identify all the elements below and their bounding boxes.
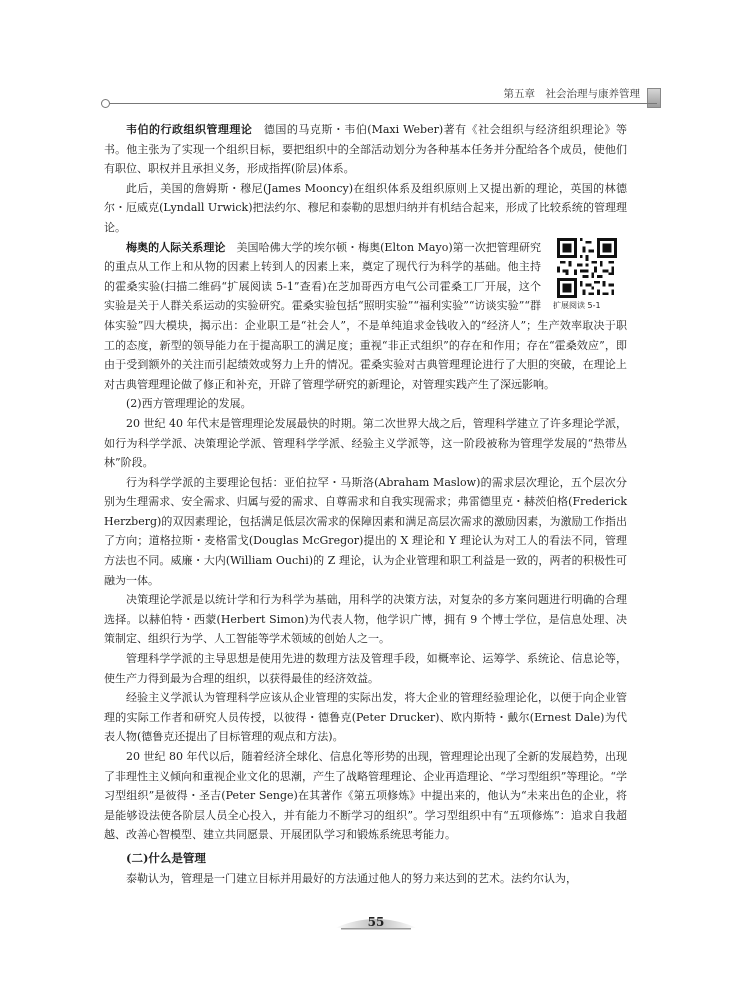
chapter-title: 第五章 社会治理与康养管理 (503, 88, 640, 100)
paragraph-1980s: 20 世纪 80 年代以后，随着经济全球化、信息化等形势的出现，管理理论出现了全新的发展趋势，出现了非理性主义倾向和重视企业文化的思潮，产生了战略管理理论、企业再造理论、“学习型组织”等理论。“学习型组织”是彼得・圣吉(Peter Senge)在其著作《第五项修炼》中提出来的，他认为“未来出色的企业，将是能够设法使各阶层人员全心投入，并有能力不断学习的组织”。学习型组织中有“五项修炼”：追求自我超越、改善心智模型、建立共同愿景、开展团队学习和锻炼系统思考能力。 (104, 750, 627, 842)
qr-caption: 扩展阅读 5-1 (553, 300, 601, 310)
section-heading-what-is-management: (二)什么是管理 (126, 850, 206, 865)
page-number-badge (333, 912, 419, 934)
paragraph-decision-school: 决策理论学派是以统计学和行为科学为基础，用科学的决策方法，对复杂的多方案问题进行明确的合理选择。以赫伯特・西蒙(Herbert Simon)为代表人物，他学识广博，拥有 9 个博士学位，是信息处理、决策制定、组织行为学、人工智能等学术领域的创始人之一。 (104, 593, 627, 646)
qr-code[interactable] (553, 238, 621, 298)
paragraph-taylor-definition: 泰勒认为，管理是一门建立目标并用最好的方法通过他人的努力来达到的艺术。法约尔认为， (126, 871, 577, 885)
header-tab-block (647, 88, 661, 108)
body-text (104, 120, 627, 888)
run-in-heading-mayo: 梅奥的人际关系理论 (126, 240, 226, 254)
paragraph-mayo (104, 238, 627, 395)
paragraph-1940s: 20 世纪 40 年代末是管理理论发展最快的时期。第二次世界大战之后，管理科学建立了许多理论学派，如行为科学学派、决策理论学派、管理科学学派、经验主义学派等，这一阶段被称为管理学发展的“热带丛林”阶段。 (104, 416, 627, 470)
qr-figure (547, 238, 627, 312)
paragraph-mayo-text: 美国哈佛大学的埃尔顿・梅奥(Elton Mayo)第一次把管理研究的重点从工作上和从物的因素上转到人的因素上来，奠定了现代行为科学的基础。他主持的霍桑实验(扫描二维码“扩展阅读 5-1”查看)在芝加哥西方电气公司霍桑工厂开展，这个实验是关于人群关系运动的实验研究。霍桑实验包括“照明实验”“福利实验”“访谈实验”“群体实验”四大模块，揭示出：企业职工是“社会人”，不是单纯追求金钱收入的“经济人”；生产效率取决于职工的态度，新型的领导能力在于提高职工的满足度；重视“非正式组织”的存在和作用；存在“霍桑效应”，即由于受到额外的关注而引起绩效或努力上升的情况。霍桑实验对古典管理理论进行了大胆的突破，在理论上对古典管理理论做了修正和补充，开辟了管理学研究的新理论，对管理实践产生了深远影响。 (104, 240, 627, 391)
paragraph-weber-text: 德国的马克斯・韦伯(Maxi Weber)著有《社会组织与经济组织理论》等书。他主张为了实现一个组织目标，要把组织中的全部活动划分为各种基本任务并分配给各个成员，使他们有职位、职权并且承担义务，形成指挥(阶层)体系。 (104, 123, 628, 176)
paragraph-behavioral-school: 行为科学学派的主要理论包括：亚伯拉罕・马斯洛(Abraham Maslow)的需求层次理论，五个层次分别为生理需求、安全需求、归属与爱的需求、自尊需求和自我实现需求；弗雷德里克・赫茨伯格(Frederick Herzberg)的双因素理论，包括满足低层次需求的保障因素和满足高层次需求的激励因素，为激励工作指出了方向；道格拉斯・麦格雷戈(Douglas McGregor)提出的 X 理论和 Y 理论认为对工人的看法不同，管理方法也不同。威廉・大内(William Ouchi)的 Z 理论，认为企业管理和职工利益是一致的，两者的积极性可融为一体。 (104, 475, 627, 587)
header-rule (105, 103, 657, 104)
paragraph-western-theory-heading: (2)西方管理理论的发展。 (126, 397, 252, 411)
page-number: 55 (367, 915, 385, 929)
paragraph-mooney: 此后，美国的詹姆斯・穆尼(James Mooncy)在组织体系及组织原则上又提出新的理论，英国的林德尔・厄威克(Lyndall Urwick)把法约尔、穆尼和泰勒的思想归纳并有机结合起来，形成了比较系统的管理理论。 (104, 181, 627, 234)
run-in-heading-weber: 韦伯的行政组织管理理论 (126, 123, 253, 136)
paragraph-empirical-school: 经验主义学派认为管理科学应该从企业管理的实际出发，将大企业的管理经验理论化，以便于向企业管理的实际工作者和研究人员传授，以彼得・德鲁克(Peter Drucker)、欧内斯特・戴尔(Ernest Dale)为代表人物(德鲁克还提出了目标管理的观点和方法)。 (104, 691, 627, 744)
paragraph-management-science-school: 管理科学学派的主导思想是使用先进的数理方法及管理手段，如概率论、运筹学、系统论、信息论等，使生产力得到最为合理的组织，以获得最佳的经济效益。 (104, 652, 627, 685)
qr-code-graphic (553, 238, 621, 298)
header-rule-dot (101, 99, 110, 108)
paragraph-weber (104, 120, 627, 179)
